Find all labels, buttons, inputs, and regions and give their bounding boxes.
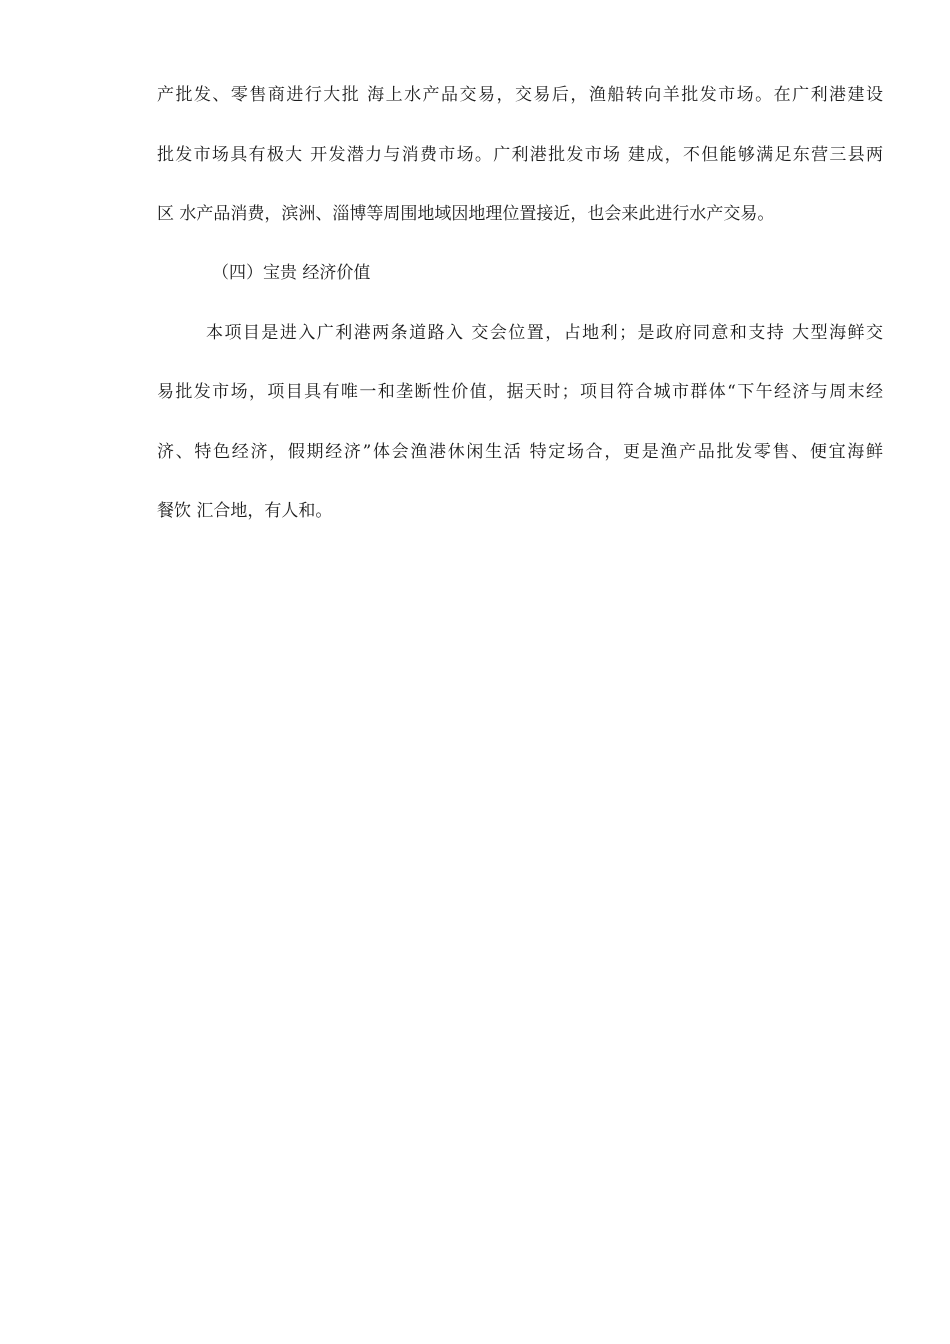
paragraph-1-line-3: 区 水产品消费，滨洲、淄博等周围地域因地理位置接近，也会来此进行水产交易。 xyxy=(157,204,775,224)
paragraph-1-line-2: 批发市场具有极大 开发潜力与消费市场。广利港批发市场 建成，不但能够满足东营三县两 xyxy=(157,145,883,165)
paragraph-2-line-2: 易批发市场，项目具有唯一和垄断性价值，据天时；项目符合城市群体“下午经济与周末经 xyxy=(157,382,883,402)
paragraph-2-line-4: 餐饮 汇合地，有人和。 xyxy=(157,501,333,521)
section-heading: （四）宝贵 经济价值 xyxy=(212,263,371,283)
paragraph-2-line-1: 本项目是进入广利港两条道路入 交会位置，占地利；是政府同意和支持 大型海鲜交 xyxy=(206,323,883,343)
paragraph-2-line-3: 济、特色经济，假期经济”体会渔港休闲生活 特定场合，更是渔产品批发零售、便宜海鲜 xyxy=(157,442,883,462)
paragraph-1-line-1: 产批发、零售商进行大批 海上水产品交易，交易后，渔船转向羊批发市场。在广利港建设 xyxy=(157,85,883,105)
